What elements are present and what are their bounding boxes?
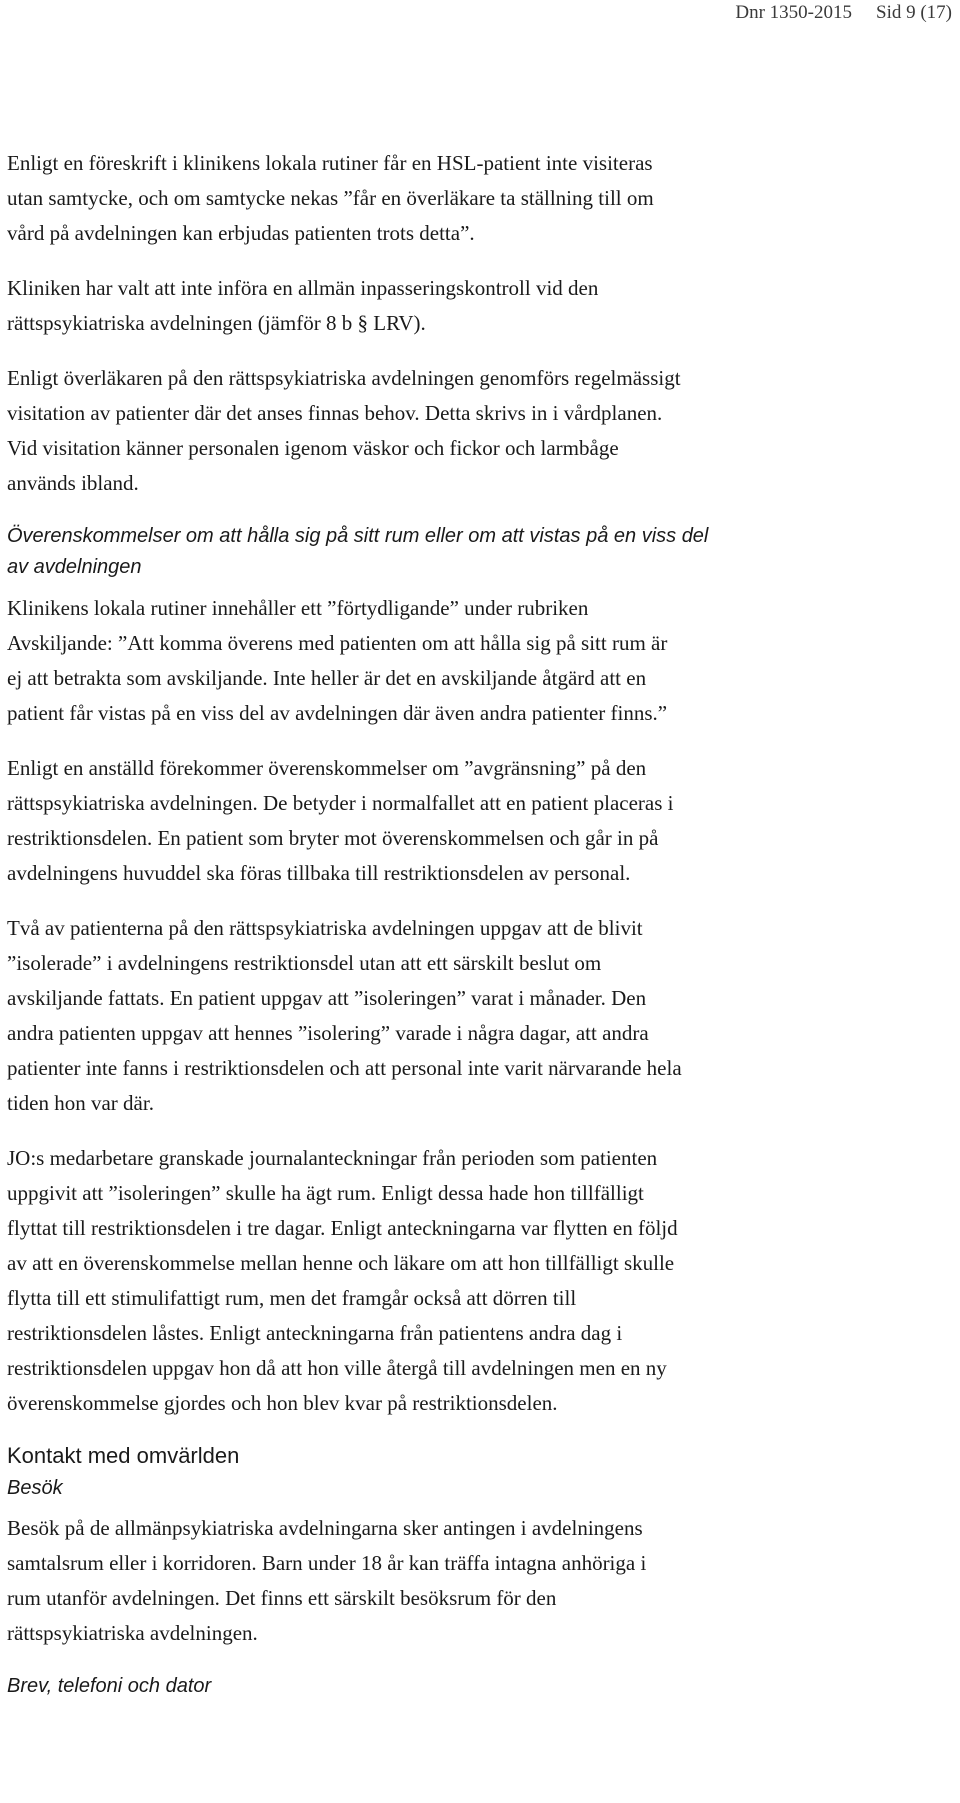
text-line: andra patienten uppgav att hennes ”isolering” varade i några dagar, att andra [7,1021,649,1045]
section-heading-agreements [7,521,947,583]
text-line: restriktionsdelen låstes. Enligt anteckningarna från patientens andra dag i [7,1321,623,1345]
text-line: ej att betrakta som avskiljande. Inte heller är det en avskiljande åtgärd att en [7,666,647,690]
text-line: används ibland. [7,471,139,495]
text-line: flyttat till restriktionsdelen i tre dagar. Enligt anteckningarna var flytten en följd [7,1216,678,1240]
page-header [735,2,952,24]
paragraph-entry-control [7,271,947,341]
subheading-visits: Besök [7,1477,63,1499]
text-line: ”isolerade” i avdelningens restriktionsdel utan att ett särskilt beslut om [7,951,602,975]
text-line: visitation av patienter där det anses finnas behov. Detta skrivs in i vårdplanen. [7,401,663,425]
text-line: överenskommelse gjordes och hon blev kvar på restriktionsdelen. [7,1391,558,1415]
text-line: avskiljande fattats. En patient uppgav att ”isoleringen” varat i månader. Den [7,986,647,1010]
subheading-mail-phone-computer: Brev, telefoni och dator [7,1675,212,1697]
text-line: Avskiljande: ”Att komma överens med patienten om att hålla sig på sitt rum är [7,631,668,655]
paragraph-visitation-practice [7,361,947,501]
text-line: avdelningens huvuddel ska föras tillbaka till restriktionsdelen av personal. [7,861,631,885]
text-line: patienter inte fanns i restriktionsdelen och att personal inte varit närvarande hela [7,1056,682,1080]
page-number: Sid 9 (17) [876,2,952,23]
text-line: Två av patienterna på den rättspsykiatriska avdelningen uppgav att de blivit [7,916,643,940]
text-line: av att en överenskommelse mellan henne och läkare om att hon tillfälligt skulle [7,1251,675,1275]
paragraph-local-routines [7,591,947,731]
heading-line: av avdelningen [7,556,142,578]
text-line: rättspsykiatriska avdelningen. [7,1621,258,1645]
text-line: rättspsykiatriska avdelningen. De betyder i normalfallet att en patient placeras i [7,791,674,815]
paragraph-patient-statements [7,911,947,1121]
text-line: uppgivit att ”isoleringen” skulle ha ägt rum. Enligt dessa hade hon tillfälligt [7,1181,644,1205]
paragraph-visitation-rule [7,146,947,251]
text-line: Enligt en föreskrift i klinikens lokala rutiner får en HSL-patient inte visiteras [7,151,653,175]
document-number: Dnr 1350-2015 [735,2,852,23]
text-line: Kliniken har valt att inte införa en allmän inpasseringskontroll vid den [7,276,599,300]
section-heading-contact: Kontakt med omvärlden [7,1443,240,1468]
paragraph-visits [7,1511,947,1651]
text-line: vård på avdelningen kan erbjudas patienten trots detta”. [7,221,475,245]
text-line: Vid visitation känner personalen igenom väskor och fickor och larmbåge [7,436,619,460]
text-line: JO:s medarbetare granskade journalanteckningar från perioden som patienten [7,1146,658,1170]
text-line: tiden hon var där. [7,1091,154,1115]
text-line: flytta till ett stimulifattigt rum, men det framgår också att dörren till [7,1286,577,1310]
heading-line: Överenskommelser om att hålla sig på sitt rum eller om att vistas på en viss del [7,525,709,547]
paragraph-journal-review [7,1141,947,1421]
text-line: Besök på de allmänpsykiatriska avdelningarna sker antingen i avdelningens [7,1516,643,1540]
text-line: Enligt överläkaren på den rättspsykiatriska avdelningen genomförs regelmässigt [7,366,681,390]
text-line: patient får vistas på en viss del av avdelningen där även andra patienter finns.” [7,701,668,725]
text-line: restriktionsdelen uppgav hon då att hon ville återgå till avdelningen men en ny [7,1356,667,1380]
text-line: Klinikens lokala rutiner innehåller ett ”förtydligande” under rubriken [7,596,589,620]
text-line: samtalsrum eller i korridoren. Barn under 18 år kan träffa intagna anhöriga i [7,1551,647,1575]
text-line: utan samtycke, och om samtycke nekas ”får en överläkare ta ställning till om [7,186,654,210]
paragraph-demarcation [7,751,947,891]
text-line: restriktionsdelen. En patient som bryter mot överenskommelsen och går in på [7,826,659,850]
text-line: rum utanför avdelningen. Det finns ett särskilt besöksrum för den [7,1586,557,1610]
text-line: rättspsykiatriska avdelningen (jämför 8 b § LRV). [7,311,426,335]
text-line: Enligt en anställd förekommer överenskommelser om ”avgränsning” på den [7,756,647,780]
document-body [7,146,947,1709]
